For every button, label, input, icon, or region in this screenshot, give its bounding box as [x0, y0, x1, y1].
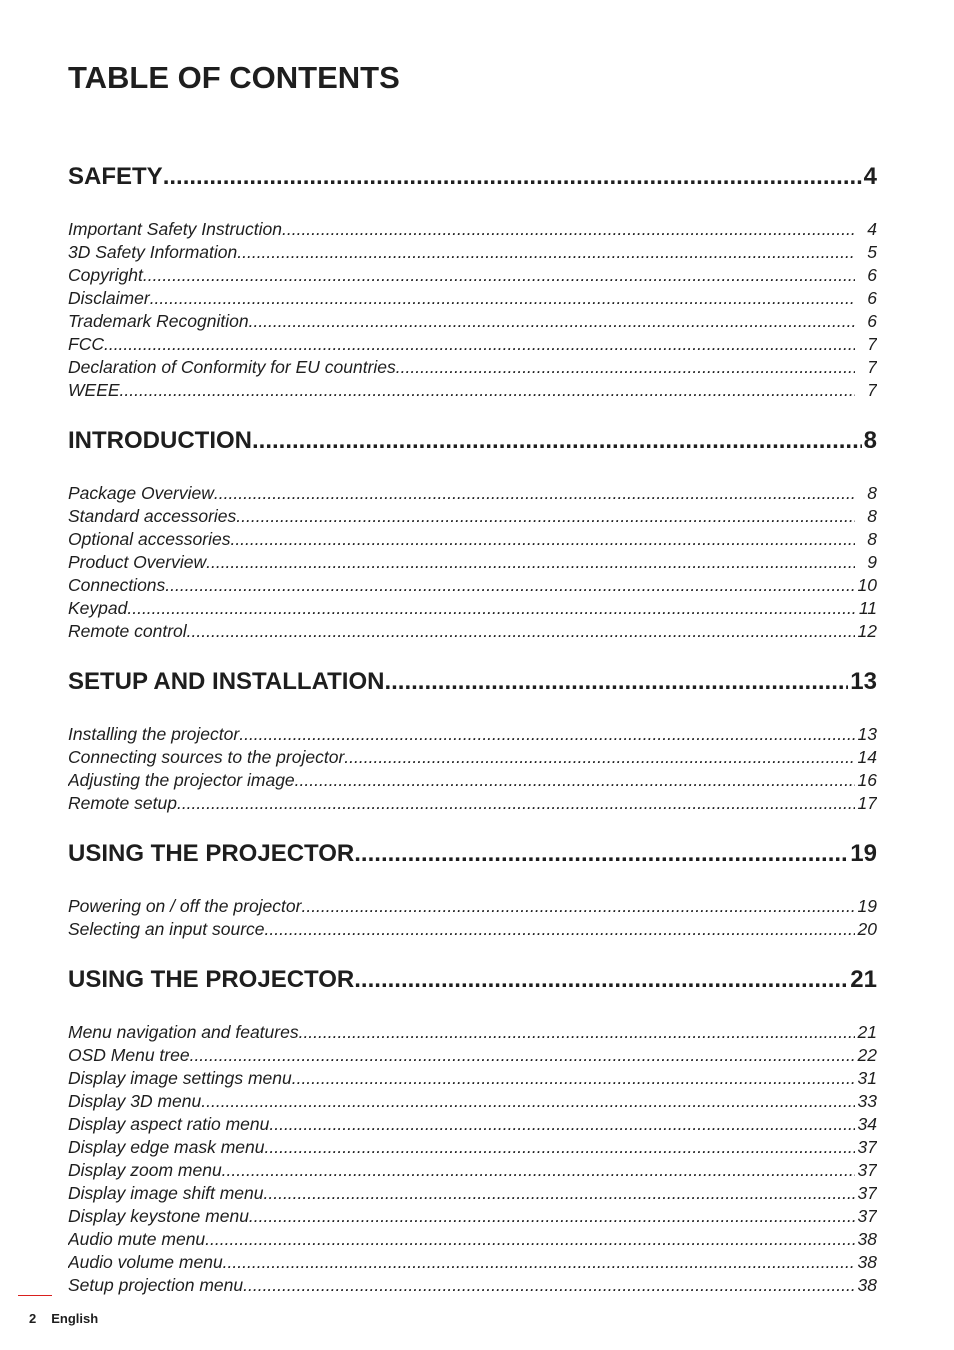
section-page-number: 19	[850, 840, 877, 867]
toc-entry[interactable]	[68, 1068, 877, 1091]
dot-leader	[206, 552, 855, 573]
toc-entry[interactable]	[68, 483, 877, 506]
dot-leader	[223, 1252, 855, 1273]
dot-leader	[120, 380, 855, 401]
dot-leader	[295, 770, 855, 791]
entry-title: Adjusting the projector image	[68, 770, 295, 790]
dot-leader	[165, 575, 855, 596]
dot-leader	[187, 621, 855, 642]
footer-language: English	[51, 1311, 99, 1326]
entry-title: WEEE	[68, 380, 120, 400]
toc-entry[interactable]	[68, 770, 877, 793]
toc-entry[interactable]	[68, 747, 877, 770]
toc-entry[interactable]	[68, 1229, 877, 1252]
table-of-contents	[68, 163, 877, 1298]
entry-title: Copyright	[68, 265, 143, 285]
toc-entry[interactable]	[68, 1252, 877, 1275]
toc-entry[interactable]	[68, 265, 877, 288]
dot-leader	[384, 668, 848, 696]
entry-page-number: 19	[857, 896, 877, 916]
entry-page-number: 38	[857, 1252, 877, 1272]
entry-page-number: 7	[867, 380, 877, 400]
dot-leader	[127, 598, 855, 619]
entry-title: Setup projection menu	[68, 1275, 244, 1295]
entry-title: Product Overview	[68, 552, 207, 572]
entry-page-number: 7	[867, 357, 877, 377]
entry-title: Display zoom menu	[68, 1160, 222, 1180]
toc-entry[interactable]	[68, 288, 877, 311]
entry-page-number: 4	[867, 219, 877, 239]
entry-title: Important Safety Instruction	[68, 219, 282, 239]
entry-title: Connecting sources to the projector	[68, 747, 345, 767]
entry-title: Powering on / off the projector	[68, 896, 302, 916]
entry-title: Keypad	[68, 598, 128, 618]
dot-leader	[249, 1206, 855, 1227]
dot-leader	[282, 219, 855, 240]
entry-page-number: 12	[857, 621, 877, 641]
toc-entry[interactable]	[68, 1137, 877, 1160]
entry-title: Audio volume menu	[68, 1252, 223, 1272]
section-page-number: 4	[863, 163, 877, 190]
section-spacer	[68, 816, 877, 840]
section-page-number: 21	[850, 966, 877, 993]
entry-page-number: 21	[857, 1022, 877, 1042]
section-entries	[68, 219, 877, 403]
section-entries	[68, 896, 877, 942]
entry-title: Display keystone menu	[68, 1206, 249, 1226]
dot-leader	[269, 1114, 855, 1135]
entry-page-number: 11	[858, 598, 877, 618]
entry-page-number: 5	[867, 242, 877, 262]
entry-page-number: 37	[857, 1137, 877, 1157]
entry-title: Package Overview	[68, 483, 214, 503]
toc-entry[interactable]	[68, 529, 877, 552]
dot-leader	[222, 1160, 855, 1181]
entry-title: 3D Safety Information	[68, 242, 238, 262]
entry-title: Display image settings menu	[68, 1068, 292, 1088]
entry-page-number: 14	[857, 747, 877, 767]
toc-entry[interactable]	[68, 506, 877, 529]
section-page-number: 8	[863, 427, 877, 454]
dot-leader	[143, 265, 855, 286]
toc-entry[interactable]	[68, 380, 877, 403]
toc-entry[interactable]	[68, 357, 877, 380]
entry-title: Remote control	[68, 621, 187, 641]
dot-leader	[177, 793, 855, 814]
toc-entry[interactable]	[68, 1206, 877, 1229]
dot-leader	[201, 1091, 855, 1112]
dot-leader	[301, 896, 855, 917]
dot-leader	[264, 1183, 856, 1204]
entry-page-number: 8	[867, 529, 877, 549]
dot-leader	[265, 919, 855, 940]
page-footer	[29, 1311, 98, 1326]
entry-page-number: 6	[867, 311, 877, 331]
dot-leader	[236, 506, 855, 527]
dot-leader	[299, 1022, 855, 1043]
entry-page-number: 13	[857, 724, 877, 744]
entry-page-number: 37	[857, 1183, 877, 1203]
dot-leader	[354, 840, 848, 868]
entry-page-number: 16	[857, 770, 877, 790]
entry-page-number: 38	[857, 1275, 877, 1295]
dot-leader	[396, 357, 855, 378]
entry-page-number: 31	[857, 1068, 877, 1088]
toc-entry[interactable]	[68, 1114, 877, 1137]
toc-entry[interactable]	[68, 1022, 877, 1045]
toc-section-introduction	[68, 427, 877, 644]
toc-entry[interactable]	[68, 598, 877, 621]
entry-title: Display 3D menu	[68, 1091, 202, 1111]
entry-page-number: 8	[867, 483, 877, 503]
entry-page-number: 20	[857, 919, 877, 939]
entry-title: Declaration of Conformity for EU countries	[68, 357, 396, 377]
entry-title: Display image shift menu	[68, 1183, 264, 1203]
entry-page-number: 22	[857, 1045, 877, 1065]
footer-accent-rule	[18, 1295, 52, 1296]
toc-entry[interactable]	[68, 1275, 877, 1298]
section-title: USING THE PROJECTOR	[68, 966, 355, 993]
toc-section-safety	[68, 163, 877, 403]
entry-title: Optional accessories	[68, 529, 231, 549]
section-entries	[68, 483, 877, 644]
toc-entry[interactable]	[68, 621, 877, 644]
entry-page-number: 34	[857, 1114, 877, 1134]
section-title: INTRODUCTION	[68, 427, 252, 454]
dot-leader	[237, 242, 855, 263]
footer-page-number: 2	[29, 1311, 37, 1326]
entry-title: Display edge mask menu	[68, 1137, 265, 1157]
toc-entry[interactable]	[68, 896, 877, 919]
dot-leader	[243, 1275, 855, 1296]
entry-title: Installing the projector	[68, 724, 240, 744]
entry-page-number: 37	[857, 1206, 877, 1226]
entry-page-number: 6	[867, 265, 877, 285]
entry-page-number: 8	[867, 506, 877, 526]
section-entries	[68, 1022, 877, 1298]
page-title: TABLE OF CONTENTS	[68, 60, 400, 95]
section-entries	[68, 724, 877, 816]
toc-entry[interactable]	[68, 1091, 877, 1114]
section-title: SAFETY	[68, 163, 163, 190]
entry-page-number: 33	[857, 1091, 877, 1111]
entry-page-number: 7	[867, 334, 877, 354]
entry-title: Audio mute menu	[68, 1229, 206, 1249]
entry-title: Disclaimer	[68, 288, 150, 308]
entry-title: Display aspect ratio menu	[68, 1114, 270, 1134]
toc-entry[interactable]	[68, 311, 877, 334]
section-spacer	[68, 644, 877, 668]
toc-section-setup-and-installation	[68, 668, 877, 816]
entry-title: Connections	[68, 575, 166, 595]
section-heading[interactable]	[68, 668, 877, 704]
dot-leader	[214, 483, 855, 504]
toc-section-using-the-projector-1	[68, 840, 877, 942]
toc-entry[interactable]	[68, 1183, 877, 1206]
entry-title: Trademark Recognition	[68, 311, 249, 331]
toc-entry[interactable]	[68, 793, 877, 816]
entry-title: Selecting an input source	[68, 919, 265, 939]
toc-entry[interactable]	[68, 919, 877, 942]
entry-page-number: 37	[857, 1160, 877, 1180]
section-page-number: 13	[850, 668, 877, 695]
toc-entry[interactable]	[68, 242, 877, 265]
dot-leader	[264, 1137, 855, 1158]
toc-entry[interactable]	[68, 219, 877, 242]
dot-leader	[150, 288, 855, 309]
section-heading[interactable]	[68, 427, 877, 463]
section-heading[interactable]	[68, 840, 877, 876]
section-heading[interactable]	[68, 966, 877, 1002]
section-title: SETUP AND INSTALLATION	[68, 668, 385, 695]
dot-leader	[344, 747, 855, 768]
dot-leader	[205, 1229, 855, 1250]
toc-entry[interactable]	[68, 552, 877, 575]
section-spacer	[68, 403, 877, 427]
section-spacer	[68, 942, 877, 966]
dot-leader	[252, 427, 862, 455]
dot-leader	[249, 311, 855, 332]
toc-entry[interactable]	[68, 334, 877, 357]
entry-title: Standard accessories	[68, 506, 237, 526]
entry-title: Remote setup	[68, 793, 177, 813]
toc-entry[interactable]	[68, 1160, 877, 1183]
entry-page-number: 17	[857, 793, 877, 813]
entry-page-number: 9	[867, 552, 877, 572]
dot-leader	[163, 163, 862, 191]
toc-section-using-the-projector-2	[68, 966, 877, 1298]
entry-title: FCC	[68, 334, 104, 354]
toc-entry[interactable]	[68, 1045, 877, 1068]
dot-leader	[239, 724, 855, 745]
toc-entry[interactable]	[68, 724, 877, 747]
section-title: USING THE PROJECTOR	[68, 840, 355, 867]
entry-title: OSD Menu tree	[68, 1045, 190, 1065]
entry-page-number: 38	[857, 1229, 877, 1249]
entry-page-number: 6	[867, 288, 877, 308]
dot-leader	[104, 334, 855, 355]
entry-page-number: 10	[857, 575, 877, 595]
toc-entry[interactable]	[68, 575, 877, 598]
dot-leader	[230, 529, 855, 550]
entry-title: Menu navigation and features	[68, 1022, 299, 1042]
dot-leader	[354, 966, 848, 994]
dot-leader	[292, 1068, 855, 1089]
dot-leader	[190, 1045, 855, 1066]
section-heading[interactable]	[68, 163, 877, 199]
